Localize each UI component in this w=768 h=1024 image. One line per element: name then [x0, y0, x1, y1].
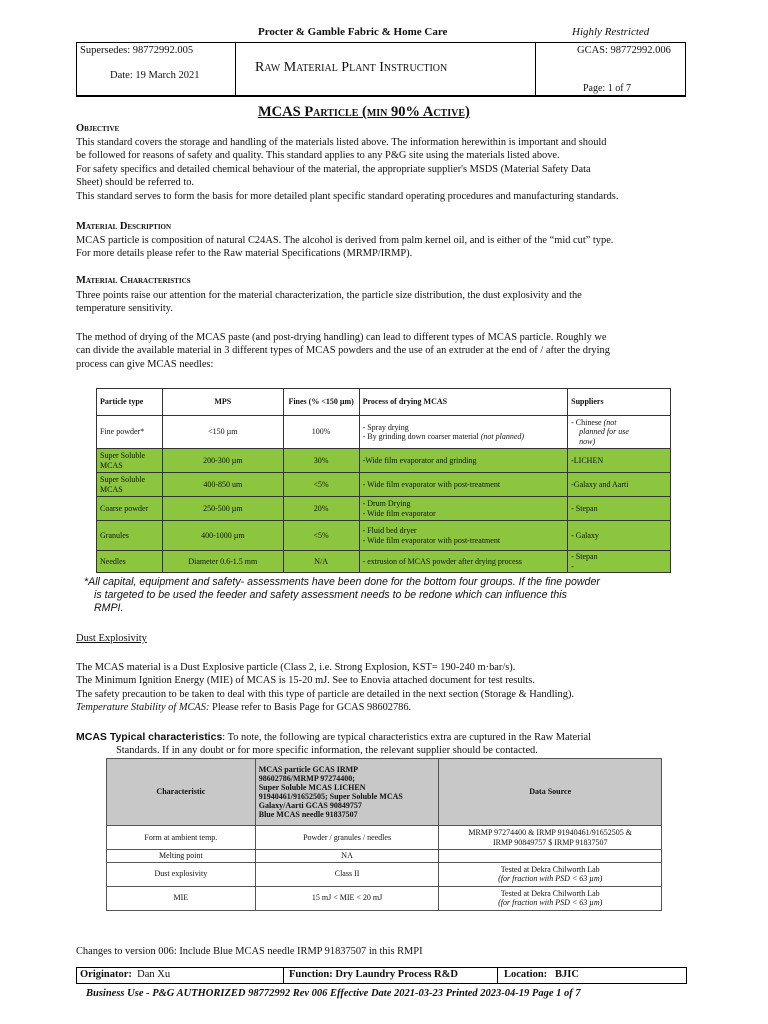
typical-characteristics: MCAS Typical characteristics: To note, the following are typical characteristics extra are cuptured in the Raw Material Standards. If in any doubt or for more specific information, the relevant supplier should be contacted.	[76, 731, 591, 757]
table-row: Form at ambient temp. Powder / granules / needles MRMP 97274400 & IRMP 91940461/91652505 & IRMP 90849757 $ IRMP 91837507	[107, 826, 662, 850]
page-title: MCAS Particle (min 90% Active)	[258, 104, 470, 120]
material-characteristics-para2: The method of drying of the MCAS paste (and post-drying handling) can lead to different types of MCAS particle. Roughly we can divide the available material in 3 different types of MCAS powders and the use of an extruder at the end of / after the drying process can give MCAS needles:	[76, 332, 610, 370]
doc-date: Date: 19 March 2021	[110, 70, 200, 81]
table-row: Melting point NA	[107, 850, 662, 863]
doc-type: Raw Material Plant Instruction	[255, 60, 448, 75]
safety-note: *All capital, equipment and safety- assessments have been done for the bottom four groups. If the fine powder is targeted to be used the feeder and safety assessment needs to be redone which can influence this RMPI.	[84, 576, 600, 615]
page-number: Page: 1 of 7	[583, 83, 632, 94]
material-characteristics-para1: Three points raise our attention for the material characterization, the particle size distribution, the dust explosivity and the temperature sensitivity.	[76, 290, 582, 315]
characteristics-table	[106, 758, 662, 911]
table-row: Super Soluble MCAS 400-850 um <5% - Wide film evaporator with post-treatment -Galaxy and Aarti	[97, 473, 671, 497]
location: Location: BJIC	[504, 969, 579, 980]
col-header-process: Process of drying MCAS	[359, 389, 568, 416]
col-header-mcas: MCAS particle GCAS IRMP 98602786/MRMP 97274400; Super Soluble MCAS LICHEN 91940461/91652505; Super Soluble MCAS Galaxy/Aarti GCAS 90849757 Blue MCAS needle 91837507	[255, 759, 439, 826]
supersedes: Supersedes: 98772992.005	[80, 45, 194, 56]
function: Function: Dry Laundry Process R&D	[289, 969, 458, 980]
footer-box	[76, 967, 687, 984]
dust-explosivity-heading: Dust Explosivity	[76, 633, 147, 644]
company-name: Procter & Gamble Fabric & Home Care	[258, 26, 448, 38]
change-log: Changes to version 006: Include Blue MCAS needle IRMP 91837507 in this RMPI	[76, 946, 423, 957]
material-description-text: MCAS particle is composition of natural C24AS. The alcohol is derived from palm kernel oil, and is either of the “mid cut” type. For more details please refer to the Raw material Specifications (MRMP/IRMP).	[76, 235, 614, 260]
col-header-characteristic: Characteristic	[107, 759, 256, 826]
business-use-footer: Business Use - P&G AUTHORIZED 98772992 Rev 006 Effective Date 2021-03-23 Printed 2023-04-19 Page 1 of 7	[86, 988, 581, 999]
material-description-heading: Material Description	[76, 221, 172, 232]
objective-heading: Objective	[76, 123, 120, 134]
header-box	[76, 42, 686, 97]
col-header-suppliers: Suppliers	[568, 389, 671, 416]
classification: Highly Restricted	[572, 26, 650, 38]
dust-explosivity-text: The MCAS material is a Dust Explosive particle (Class 2, i.e. Strong Explosion, KST= 190-240 m·bar/s). The Minimum Ignition Energy (MIE) of MCAS is 15-20 mJ. See to Enovia attached document for test results. The safety precaution to be taken to deal with this type of particle are detailed in the next section (Storage & Handling). Temperature Stability of MCAS: Please refer to Basis Page for GCAS 98602786.	[76, 662, 575, 714]
col-header-data-source: Data Source	[439, 759, 662, 826]
col-header-particle-type: Particle type	[97, 389, 163, 416]
particle-type-table	[96, 388, 671, 573]
col-header-mps: MPS	[162, 389, 283, 416]
table-row: Needles Diameter 0.6-1.5 mm N/A - extrusion of MCAS powder after drying process - Stepan -	[97, 551, 671, 573]
table-row: Super Soluble MCAS 200-300 µm 30% -Wide film evaporator and grinding -LICHEN	[97, 449, 671, 473]
table-row: MIE 15 mJ < MIE < 20 mJ Tested at Dekra Chilworth Lab (for fraction with PSD < 63 µm)	[107, 886, 662, 910]
material-characteristics-heading: Material Characteristics	[76, 275, 191, 286]
table-row: Dust explosivity Class II Tested at Dekra Chilworth Lab (for fraction with PSD < 63 µm)	[107, 862, 662, 886]
gcas: GCAS: 98772992.006	[577, 45, 671, 56]
col-header-fines: Fines (% <150 µm)	[283, 389, 359, 416]
table-row: Coarse powder 250-500 µm 20% - Drum Drying - Wide film evaporator - Stepan	[97, 497, 671, 521]
table-row: Fine powder* <150 µm 100% - Spray drying - By grinding down coarser material (not planned) - Chinese (not planned for use now)	[97, 416, 671, 449]
originator: Originator: Dan Xu	[80, 969, 171, 980]
objective-text: This standard covers the storage and handling of the materials listed above. The information herewithin is important and should be followed for reasons of safety and quality. This standard applies to any P&G site using the materials listed above. For safety specifics and detailed chemical behaviour of the material, the appropriate supplier's MSDS (Material Safety Data Sheet) should be referred to. This standard serves to form the basis for more detailed plant specific standard operating procedures and manufacturing standards.	[76, 137, 619, 202]
table-row: Granules 400-1000 µm <5% - Fluid bed dryer - Wide film evaporator with post-treatment - Galaxy	[97, 521, 671, 551]
